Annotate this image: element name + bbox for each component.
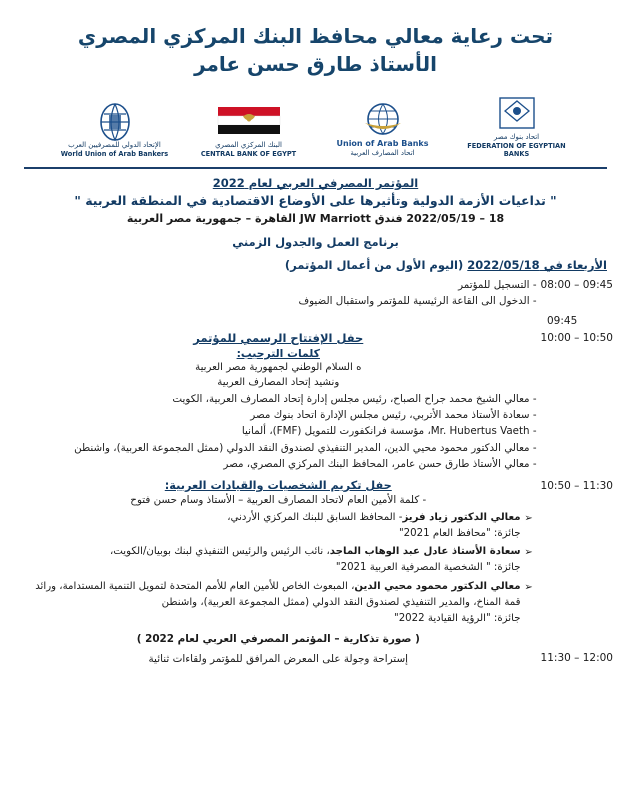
union-of-arab-banks-icon	[324, 101, 442, 139]
logo-caption-ar: اتحاد المصارف العربية	[350, 149, 415, 158]
speaker-line: - معالي الدكتور محمود محيي الدين، المدير التنفيذي لصندوق النقد الدولي (ممثل المجموعة العربية)، واشنطن	[74, 441, 537, 454]
logo-union-of-arab-banks	[324, 101, 442, 158]
arrow-bullet-icon: ➢	[524, 547, 533, 559]
conference-heading-block	[18, 176, 613, 249]
honoree-text	[20, 510, 521, 542]
honoree-prize: جائزة: "محافظ العام 2021"	[398, 527, 521, 539]
speaker-line: - معالي الشيخ محمد جراح الصباح، رئيس مجلس إدارة إتحاد المصارف العربية، الكويت	[172, 392, 537, 405]
schedule-content	[18, 651, 541, 667]
memento-photo-note: ( صورة تذكارية – المؤتمر المصرفي العربي لعام 2022 )	[136, 632, 420, 645]
schedule-row-trailing-time	[18, 314, 613, 327]
anthem-line: ونشيد إتحاد المصارف العربية	[217, 377, 340, 389]
patronage-line-1: تحت رعاية معالي محافظ البنك المركزي المصري	[77, 24, 554, 48]
day-heading-date: الأربعاء في 2022/05/18	[467, 258, 607, 272]
logo-strip	[18, 95, 613, 158]
logo-caption-ar: اتحاد بنوك مصر	[493, 132, 540, 141]
schedule-row	[18, 331, 613, 473]
logo-federation-of-egyptian-banks	[458, 95, 576, 158]
schedule-content	[18, 278, 541, 310]
federation-of-egyptian-banks-icon	[458, 95, 576, 133]
welcome-speeches-title: كلمات الترحيب:	[236, 346, 320, 360]
program-label: برنامج العمل والجدول الزمني	[232, 235, 399, 249]
honoree-text	[20, 544, 521, 576]
honoree-item	[20, 510, 537, 542]
logo-central-bank-of-egypt	[190, 103, 308, 158]
honoree-role: - المحافظ السابق للبنك المركزي الأردني،	[227, 511, 403, 523]
conference-venue-line: 18 – 2022/05/19 فندق JW Marriott القاهرة – جمهورية مصر العربية	[126, 212, 505, 225]
logo-caption-en: World Union of Arab Bankers	[60, 149, 169, 158]
schedule-line: - الدخول الى القاعة الرئيسية للمؤتمر واستقبال الضيوف	[298, 294, 537, 307]
schedule-list	[18, 278, 613, 667]
logo-caption-en: CENTRAL BANK OF EGYPT	[200, 149, 297, 158]
honoree-prize: جائزة: " الشخصية المصرفية العربية 2021"	[335, 562, 521, 574]
schedule-content	[18, 331, 541, 473]
logo-caption-en: Union of Arab Banks	[336, 139, 429, 149]
world-union-of-arab-bankers-icon	[56, 103, 174, 141]
conference-theme: " تداعيات الأزمة الدولية وتأثيرها على الأوضاع الاقتصادية في المنطقة العربية "	[74, 193, 557, 208]
logo-caption-ar: البنك المركزي المصري	[215, 141, 282, 150]
logo-caption-en: FEDERATION OF EGYPTIAN BANKS	[467, 141, 566, 158]
central-bank-of-egypt-icon	[190, 103, 308, 141]
schedule-time: 08:00 – 09:45	[540, 279, 613, 291]
honoree-name: معالي الدكتور زياد فريز	[402, 511, 521, 523]
arrow-bullet-icon: ➢	[524, 512, 533, 524]
day-heading	[18, 258, 613, 272]
logo-caption-ar: الإتحاد الدولي للمصرفيين العرب	[68, 141, 161, 150]
day-heading-note: (اليوم الأول من أعمال المؤتمر)	[284, 258, 468, 272]
schedule-time: 11:30 – 12:00	[540, 651, 613, 664]
schedule-time-trailing: 09:45	[547, 314, 578, 327]
schedule-line: إستراحة وجولة على المعرض المرافق للمؤتمر ولقاءات ثنائية	[148, 652, 409, 665]
schedule-content	[18, 479, 541, 645]
honoree-prize: جائزة: "الرؤية القيادية 2022"	[394, 612, 521, 624]
speaker-line: - معالي الأستاذ طارق حسن عامر، المحافظ البنك المركزي المصري، مصر	[223, 458, 537, 471]
honoring-intro-line: - كلمة الأمين العام لاتحاد المصارف العربية – الأستاذ وسام حسن فتوح	[130, 493, 427, 506]
schedule-time: 10:00 – 10:50	[540, 331, 613, 344]
honoree-item	[20, 579, 537, 626]
schedule-row	[18, 479, 613, 645]
schedule-row	[18, 278, 613, 310]
header-divider	[24, 167, 607, 169]
schedule-line: - التسجيل للمؤتمر	[458, 279, 537, 291]
schedule-time: 10:50 – 11:30	[540, 479, 613, 492]
speaker-line: - سعادة الأستاذ محمد الأتربي، رئيس مجلس الإدارة اتحاد بنوك مصر	[250, 408, 537, 421]
patronage-block	[18, 22, 613, 79]
honoree-role: ، نائب الرئيس والرئيس التنفيذي لبنك بوبيان/الكويت،	[110, 546, 330, 558]
honoree-name: معالي الدكتور محمود محيي الدين	[354, 581, 521, 593]
logo-world-union-of-arab-bankers	[56, 103, 174, 158]
honoring-ceremony-title: حفل تكريم الشخصيات والقيادات العربية:	[164, 478, 392, 492]
honoree-text	[20, 579, 521, 626]
speaker-line: - Mr. Hubertus Vaeth، مؤسسة فرانكفورت للتمويل (FMF)، ألمانيا	[241, 425, 537, 438]
anthem-line: ه السلام الوطني لجمهورية مصر العربية	[195, 361, 362, 373]
arrow-bullet-icon: ➢	[524, 582, 533, 594]
schedule-row	[18, 651, 613, 667]
patronage-line-2: الأستاذ طارق حسن عامر	[194, 52, 437, 77]
honoree-role: ، المبعوث الخاص للأمين العام للأمم المتحدة لتمويل التنمية المستدامة، ورائد قمة المناخ، والمدير التنفيذي لصندوق النقد الدولي (ممثل المجموعة العربية)، واشنطن	[35, 581, 521, 608]
honoree-name: سعادة الأستاذ عادل عبد الوهاب الماجد	[329, 546, 521, 558]
conference-title: المؤتمر المصرفي العربي لعام 2022	[212, 176, 419, 190]
honoree-item	[20, 544, 537, 576]
opening-ceremony-title: حفل الإفتتاح الرسمي للمؤتمر	[193, 330, 364, 345]
